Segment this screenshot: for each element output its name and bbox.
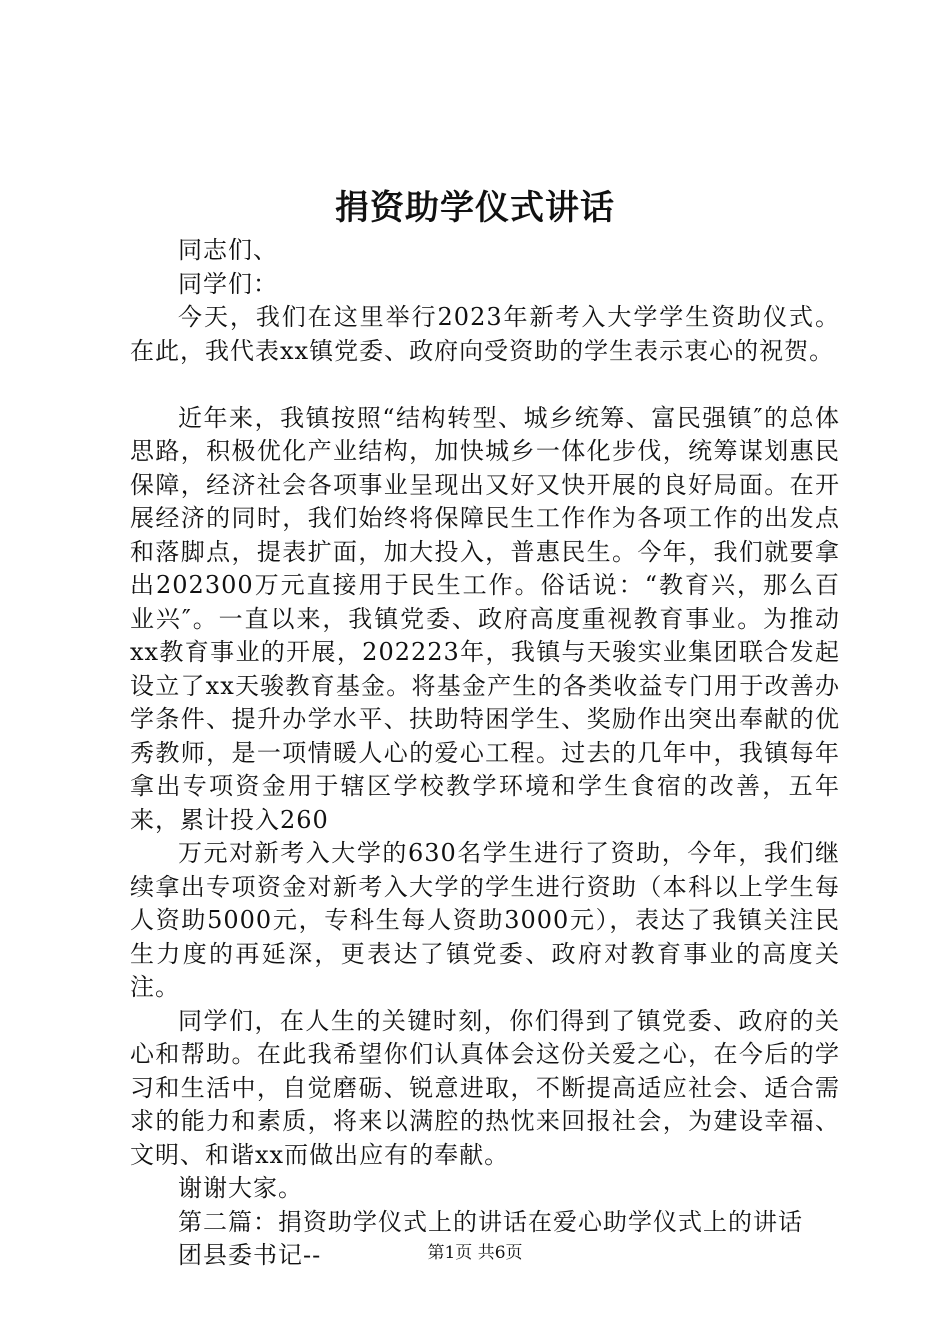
paragraph-opening: 今天，我们在这里举行2023年新考入大学学生资助仪式。在此，我代表xx镇党委、政府向受资助的学生表示衷心的祝贺。 [130, 303, 840, 365]
document-body [130, 234, 840, 1273]
salutation-comrades: 同志们、 [178, 236, 278, 264]
paragraph-speaker: 团县委书记-- [178, 1241, 322, 1269]
paragraph-second-part: 第二篇：捐资助学仪式上的讲话在爱心助学仪式上的讲话 [178, 1207, 803, 1236]
paragraph-students: 同学们，在人生的关键时刻，你们得到了镇党委、政府的关心和帮助。在此我希望你们认真体会这份关爱之心，在今后的学习和生活中，自觉磨砺、锐意进取，不断提高适应社会、适合需求的能力和素质，将来以满腔的热忱来回报社会，为建设幸福、文明、和谐xx而做出应有的奉献。 [130, 1006, 840, 1169]
paragraph-funding: 万元对新考入大学的630名学生进行了资助，今年，我们继续拿出专项资金对新考入大学的学生进行资助（本科以上学生每人资助5000元，专科生每人资助3000元），表达了我镇关注民生力度的再延深，更表达了镇党委、政府对教育事业的高度关注。 [130, 839, 840, 1001]
paragraph-spacer [130, 368, 840, 402]
document-title: 捐资助学仪式讲话 [335, 188, 615, 228]
paragraph-development: 近年来，我镇按照“结构转型、城乡统筹、富民强镇″的总体思路，积极优化产业结构，加快城乡一体化步伐，统筹谋划惠民保障，经济社会各项事业呈现出又好又快开展的良好局面。在开展经济的同时，我们始终将保障民生工作作为各项工作的出发点和落脚点，提表扩面，加大投入，普惠民生。今年，我们就要拿出202300万元直接用于民生工作。俗话说：“教育兴，那么百业兴″。一直以来，我镇党委、政府高度重视教育事业。为推动xx教育事业的开展，202223年，我镇与天骏实业集团联合发起设立了xx天骏教育基金。将基金产生的各类收益专门用于改善办学条件、提升办学水平、扶助特困学生、奖励作出突出奉献的优秀教师，是一项情暖人心的爱心工程。过去的几年中，我镇每年拿出专项资金用于辖区学校教学环境和学生食宿的改善，五年来，累计投入260 [130, 403, 840, 834]
page-footer: 第1页 共6页 [427, 1243, 523, 1263]
paragraph-thanks: 谢谢大家。 [178, 1174, 303, 1202]
salutation-students: 同学们： [178, 269, 278, 298]
